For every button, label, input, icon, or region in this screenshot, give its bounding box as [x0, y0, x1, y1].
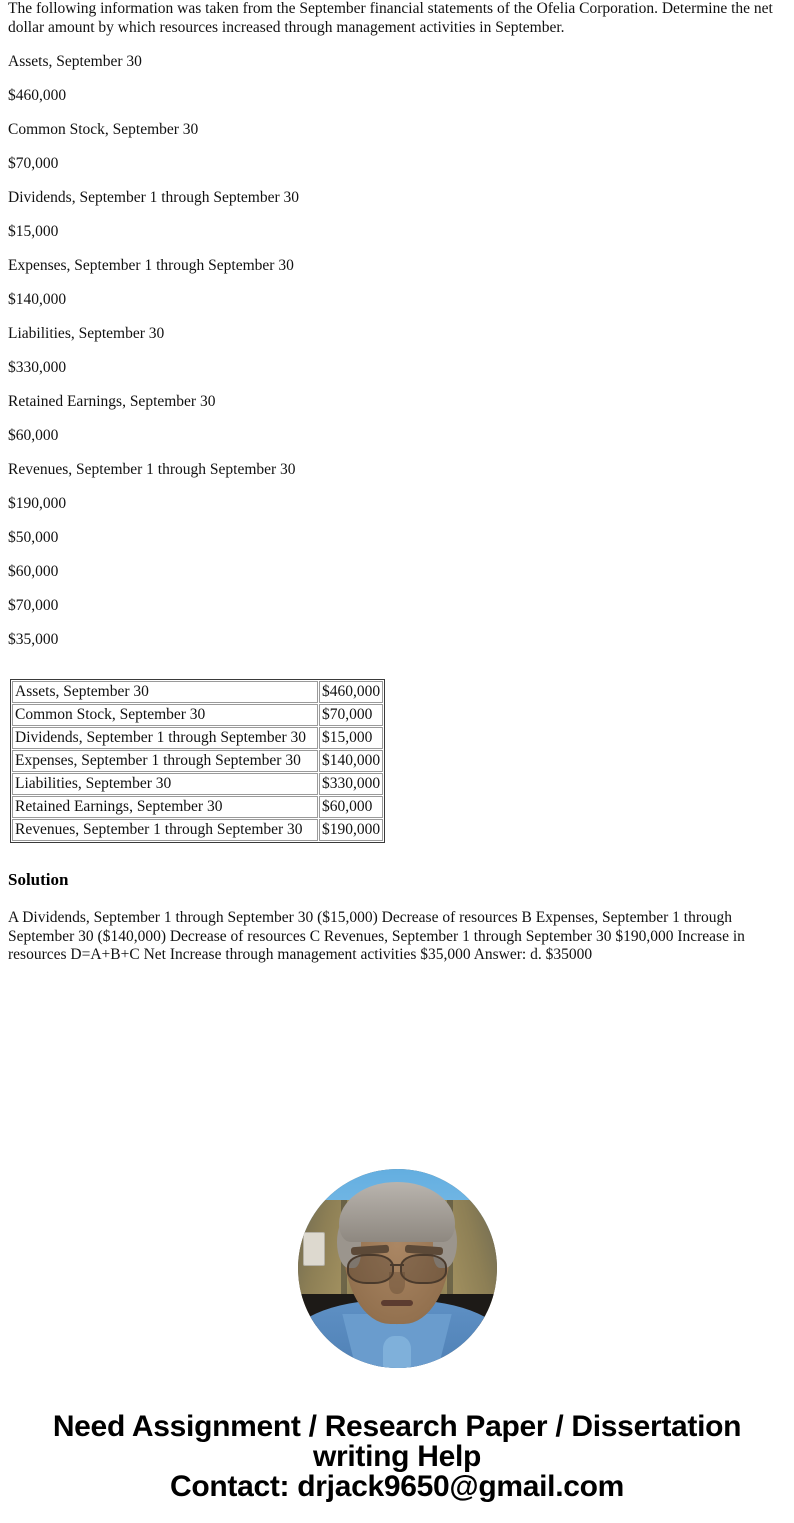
table-cell-label: Assets, September 30	[12, 681, 318, 703]
promo-line-2: writing Help	[312, 1439, 482, 1473]
fact-list	[8, 53, 786, 650]
table-cell-label: Expenses, September 1 through September 30	[12, 750, 318, 772]
avatar-lens-left	[347, 1254, 394, 1284]
choice-option-d: $35,000	[8, 630, 59, 648]
fact-amount-assets: $460,000	[8, 86, 67, 104]
table-row	[12, 750, 383, 772]
financial-table-wrapper	[8, 679, 786, 843]
solution-heading: Solution	[8, 870, 69, 889]
table-row	[12, 819, 383, 841]
avatar-nose	[389, 1272, 405, 1294]
choice-option-b: $60,000	[8, 562, 59, 580]
fact-label-retained-earnings: Retained Earnings, September 30	[8, 392, 216, 410]
fact-label-common-stock: Common Stock, September 30	[8, 120, 199, 138]
fact-amount-revenues: $190,000	[8, 494, 67, 512]
fact-amount-liabilities: $330,000	[8, 358, 67, 376]
table-cell-value: $70,000	[319, 704, 383, 726]
table-row	[12, 681, 383, 703]
table-row	[12, 773, 383, 795]
fact-label-dividends: Dividends, September 1 through September 30	[8, 188, 300, 206]
avatar-tie	[383, 1336, 411, 1368]
table-cell-value: $60,000	[319, 796, 383, 818]
fact-amount-dividends: $15,000	[8, 222, 59, 240]
table-row	[12, 796, 383, 818]
table-cell-label: Revenues, September 1 through September 30	[12, 819, 318, 841]
table-cell-label: Dividends, September 1 through September 30	[12, 727, 318, 749]
choice-option-a: $50,000	[8, 528, 59, 546]
fact-amount-common-stock: $70,000	[8, 154, 59, 172]
table-cell-label: Retained Earnings, September 30	[12, 796, 318, 818]
fact-label-liabilities: Liabilities, September 30	[8, 324, 165, 342]
table-cell-value: $190,000	[319, 819, 383, 841]
fact-amount-expenses: $140,000	[8, 290, 67, 308]
table-cell-value: $460,000	[319, 681, 383, 703]
table-row	[12, 727, 383, 749]
fact-label-assets: Assets, September 30	[8, 52, 142, 70]
promo-avatar-block	[8, 1169, 786, 1368]
promo-footer	[8, 1409, 786, 1503]
table-cell-value: $140,000	[319, 750, 383, 772]
table-cell-value: $15,000	[319, 727, 383, 749]
fact-label-revenues: Revenues, September 1 through September 30	[8, 460, 296, 478]
financial-table	[10, 679, 385, 843]
table-cell-label: Liabilities, September 30	[12, 773, 318, 795]
avatar-lens-right	[400, 1254, 447, 1284]
solution-body: A Dividends, September 1 through September 30 ($15,000) Decrease of resources B Expenses, September 1 through September 30 ($140,000) Decrease of resources C Revenues, September 1 through September 30 $190,000 Increase in resources D=A+B+C Net Increase through management activities $35,000 Answer: d. $35000	[8, 909, 745, 963]
avatar	[298, 1169, 497, 1368]
avatar-mouth	[381, 1300, 413, 1306]
avatar-background-switch	[303, 1232, 325, 1266]
promo-line-1: Need Assignment / Research Paper / Dissertation	[52, 1409, 742, 1443]
avatar-glasses-bridge	[390, 1264, 404, 1266]
fact-label-expenses: Expenses, September 1 through September 30	[8, 256, 294, 274]
promo-contact-line: Contact: drjack9650@gmail.com	[169, 1469, 625, 1503]
fact-amount-retained-earnings: $60,000	[8, 426, 59, 444]
table-cell-label: Common Stock, September 30	[12, 704, 318, 726]
table-row	[12, 704, 383, 726]
choice-option-c: $70,000	[8, 596, 59, 614]
table-cell-value: $330,000	[319, 773, 383, 795]
question-prompt: The following information was taken from the September financial statements of the Ofelia Corporation. Determine the net dollar amount by which resources increased through management activities in September.	[8, 0, 773, 36]
